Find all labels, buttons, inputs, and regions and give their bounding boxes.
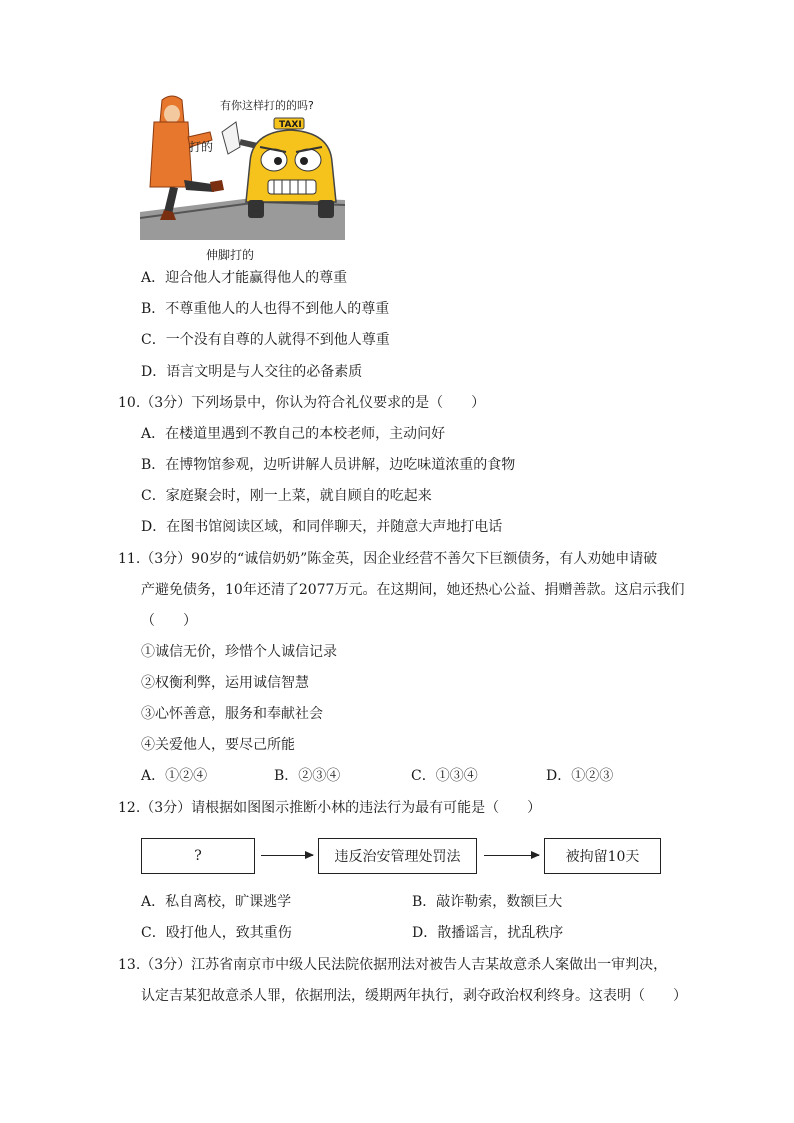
q12-option-b: B．敲诈勒索，数额巨大	[412, 894, 563, 910]
q9-option-b: B．不尊重他人的人也得不到他人的尊重	[141, 301, 390, 317]
cartoon-caption: 伸脚打的	[206, 248, 255, 262]
q12-option-c: C．殴打他人，致其重伤	[141, 925, 292, 941]
flow-box-unknown: ?	[141, 838, 255, 874]
q11-option-d: D．①②③	[546, 768, 614, 784]
q11-stem-line3: （ ）	[141, 613, 197, 629]
q11-stem-line2: 产避免债务，10年还清了2077万元。在这期间，她还热心公益、捐赠善款。这启示我们	[141, 582, 685, 598]
flow-arrow-2	[484, 855, 539, 856]
q10-option-c: C．家庭聚会时，刚一上菜，就自顾自的吃起来	[141, 488, 432, 504]
speech-bubble-text: 有你这样打的的吗?	[220, 99, 314, 112]
q11-statement-2: ②权衡利弊，运用诚信智慧	[141, 675, 309, 691]
taxi-cartoon	[140, 92, 345, 240]
q11-stem-line1: 11.（3分）90岁的“诚信奶奶”陈金英，因企业经营不善欠下巨额债务，有人劝她申请破	[118, 551, 658, 567]
q11-statement-1: ①诚信无价，珍惜个人诚信记录	[141, 644, 337, 660]
q13-stem-line2: 认定吉某犯故意杀人罪，依据刑法，缓期两年执行，剥夺政治权利终身。这表明（ ）	[141, 988, 687, 1004]
q11-statement-4: ④关爱他人，要尽己所能	[141, 737, 295, 753]
q10-option-d: D．在图书馆阅读区域，和同伴聊天，并随意大声地打电话	[141, 519, 503, 535]
q11-option-a: A．①②④	[141, 768, 208, 784]
q11-option-c: C．①③④	[411, 768, 478, 784]
side-caption: 打的	[189, 140, 214, 154]
q12-option-a: A．私自离校，旷课逃学	[141, 894, 292, 910]
q11-statement-3: ③心怀善意，服务和奉献社会	[141, 706, 323, 722]
q12-option-d: D．散播谣言，扰乱秩序	[412, 925, 564, 941]
flow-arrow-1	[261, 855, 313, 856]
q9-option-d: D．语言文明是与人交往的必备素质	[141, 364, 363, 380]
q10-stem: 10.（3分）下列场景中，你认为符合礼仪要求的是（ ）	[118, 395, 486, 411]
flow-box-violation: 违反治安管理处罚法	[318, 838, 477, 874]
q11-option-b: B．②③④	[274, 768, 341, 784]
flow-box-detained: 被拘留10天	[544, 838, 661, 874]
q10-option-b: B．在博物馆参观，边听讲解人员讲解，边吃味道浓重的食物	[141, 457, 516, 473]
cartoon-illustration	[140, 92, 345, 240]
taxi-sign-text: TAXI	[279, 120, 302, 130]
q9-option-c: C．一个没有自尊的人就得不到他人尊重	[141, 332, 390, 348]
q10-option-a: A．在楼道里遇到不教自己的本校老师，主动问好	[141, 426, 446, 442]
q12-stem: 12.（3分）请根据如图图示推断小林的违法行为最有可能是（ ）	[118, 800, 542, 816]
q9-option-a: A．迎合他人才能赢得他人的尊重	[141, 270, 348, 286]
q13-stem-line1: 13.（3分）江苏省南京市中级人民法院依据刑法对被告人吉某故意杀人案做出一审判决，	[118, 957, 668, 973]
